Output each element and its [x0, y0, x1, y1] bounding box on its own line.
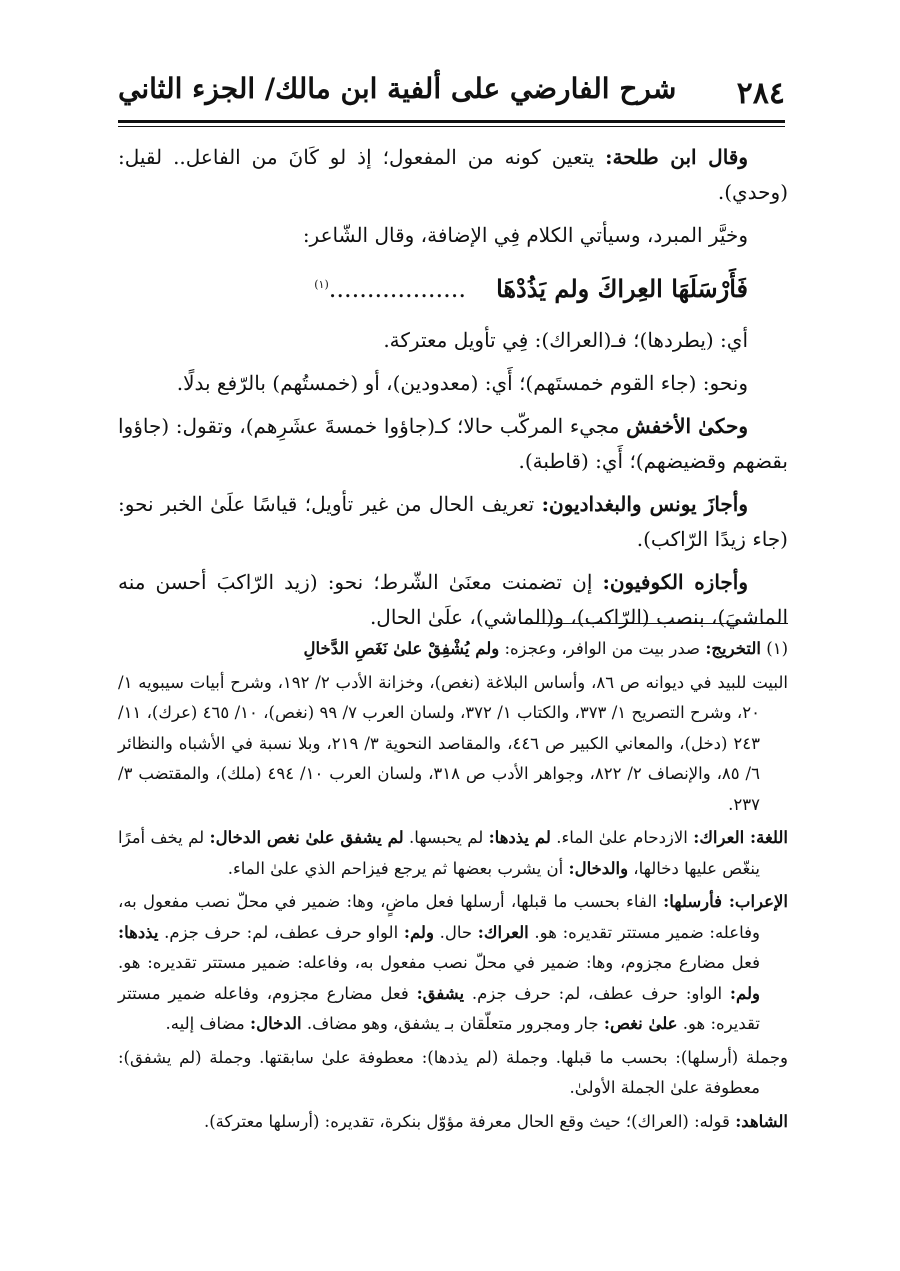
- footnote-text: جار ومجرور متعلّقان بـ يشفق، وهو مضاف.: [301, 1014, 604, 1033]
- footnote-label: لم يذدها:: [488, 828, 551, 847]
- footnote-label: اللغة: العراك:: [693, 828, 788, 847]
- footnote-shahid: [118, 1107, 788, 1138]
- speaker-label: وحكىٰ الأخفش: [626, 414, 748, 438]
- paragraph-ibn-talha: [118, 140, 788, 210]
- verse-ellipsis: ..................: [328, 275, 467, 303]
- paragraph-text: أي: (يطردها)؛ فـ(العراك): فِي تأويل معتركة.: [383, 328, 748, 352]
- paragraph-text: مجيء المركّب حالا؛ كـ(جاؤوا خمسةَ عشَرِهم)، وتقول: (جاؤوا بقضهم وقضيضهم)؛ أَي: (قاطبة).: [118, 414, 788, 473]
- footnote-sources: [118, 668, 788, 821]
- footnote-text: قوله: (العراك)؛ حيث وقع الحال معرفة مؤوّل بنكرة، تقديره: (أرسلها معتركة).: [203, 1111, 736, 1131]
- footnote-text: لم يخف أمرًا ينغّص عليها دخالها،: [118, 828, 760, 878]
- paragraph-text: تعريف الحال من غير تأويل؛ قياسًا علَىٰ الخبر نحو: (جاء زيدًا الرّاكب).: [118, 492, 788, 551]
- footnote-text: الواو حرف عطف، لم: حرف جزم.: [158, 922, 404, 942]
- paragraph-text: إن تضمنت معنَىٰ الشّرط؛ نحو: (زيد الرّاكبَ أحسن منه الماشيَ)، بنصب (الرّاكب)، و(الماشي)، علَىٰ الحال.: [118, 570, 788, 629]
- footnote-irab: [118, 887, 788, 1040]
- footnote-text: الواو: حرف عطف، لم: حرف جزم.: [464, 983, 730, 1003]
- footnote-text: وجملة (أرسلها): بحسب ما قبلها. وجملة (لم يذدها): معطوفة علىٰ سابقتها. وجملة (لم يشفق): معطوفة علىٰ الجملة الأولىٰ.: [118, 1047, 788, 1097]
- footnote-label: يشفق:: [416, 983, 465, 1003]
- speaker-label: وأجازه الكوفيون:: [602, 570, 749, 594]
- footnote-takhrij: [118, 634, 788, 665]
- paragraph-kufiyun: [118, 565, 788, 635]
- footnote-label: الشاهد:: [735, 1111, 788, 1131]
- running-title: شرح الفارضي على ألفية ابن مالك/ الجزء الثاني: [118, 72, 677, 105]
- footnote-label: يذدها:: [118, 922, 159, 942]
- footnote-label: والدخال:: [568, 858, 629, 878]
- paragraph-explanation: [118, 323, 788, 358]
- footnote-label: لم يشفق علىٰ نغص الدخال:: [209, 828, 404, 847]
- footnote-lugha: [118, 823, 788, 884]
- footnote-jumal: [118, 1043, 788, 1104]
- paragraph-akhfash: [118, 409, 788, 479]
- footnote-label: العراك:: [477, 922, 529, 942]
- footnote-label: التخريج:: [705, 639, 761, 658]
- paragraph-example: [118, 366, 788, 401]
- footnote-text: أن يشرب بعضها ثم يرجع فيزاحم الذي علىٰ الماء.: [227, 858, 569, 878]
- footnote-label: الإعراب: فأرسلها:: [663, 892, 788, 911]
- footnote-text: الفاء بحسب ما قبلها، أرسلها فعل ماضٍ، وها: ضمير في محلّ نصب مفعول به، وفاعله: ضمير مستتر تقديره: هو.: [118, 892, 760, 942]
- footnote-marker: (١): [314, 278, 329, 291]
- footnote-text: الازدحام علىٰ الماء.: [550, 828, 694, 847]
- footnote-label: ولم:: [729, 983, 760, 1003]
- footnote-text: فعل مضارع مجزوم، وها: ضمير في محلّ نصب مفعول به، وفاعله: ضمير مستتر تقديره: هو.: [118, 953, 760, 972]
- footnote-label: الدخال:: [249, 1014, 302, 1033]
- footnote-text: صدر بيت من الوافر، وعجزه:: [499, 639, 706, 658]
- footnote-text: لم يحبسها.: [403, 828, 489, 847]
- paragraph-mubarrad: [118, 218, 788, 253]
- paragraph-text: ونحو: (جاء القوم خمستَهم)؛ أَي: (معدودين)، أو (خمستُهم) بالرّفع بدلًا.: [176, 371, 748, 395]
- paragraph-text: وخيَّر المبرد، وسيأتي الكلام فِي الإضافة، وقال الشّاعر:: [302, 223, 748, 247]
- footnote-text: البيت للبيد في ديوانه ص ٨٦، وأساس البلاغة (نغص)، وخزانة الأدب ٢/ ١٩٢، وشرح أبيات سيبويه ١/ ٢٠، وشرح التصريح ١/ ٣٧٣، والكتاب ١/ ٣٧٢، ولسان العرب ٧/ ٩٩ (نغص)، ١٠/ ٤٦٥ (عرك)، ١١/ ٢٤٣ (دخل)، والمعاني الكبير ص ٤٤٦، والمقاصد النحوية ٣/ ٢١٩، وبلا نسبة في الأشباه والنظائر ٦/ ٨٥، والإنصاف ٢/ ٨٢٢، وجواهر الأدب ص ٣١٨، ولسان العرب ١٠/ ٤٩٤ (ملك)، والمقتضب ٣/ ٢٣٧.: [118, 672, 789, 814]
- header-rule-thin: [118, 126, 785, 127]
- verse-text: فَأَرْسَلَهَا العِراكَ ولم يَذُدْهَا: [496, 274, 748, 303]
- footnote-number: (١): [766, 639, 788, 658]
- main-text: [118, 140, 788, 643]
- footnote-text: حال.: [433, 922, 478, 942]
- footnotes: [118, 634, 788, 1140]
- footnote-label: ولم:: [403, 922, 434, 942]
- speaker-label: وقال ابن طلحة:: [605, 145, 749, 169]
- page-number: ٢٨٤: [736, 76, 785, 111]
- footnote-separator: [520, 623, 788, 624]
- page-header: [118, 62, 785, 122]
- poetry-verse: [118, 263, 788, 311]
- speaker-label: وأجازَ يونس والبغداديون:: [541, 492, 749, 516]
- paragraph-text: يتعين كونه من المفعول؛ إذ لو كَانَ من الفاعل.. لقيل: (وحدي).: [118, 145, 788, 204]
- footnote-text: مضاف إليه.: [165, 1014, 250, 1033]
- header-rule-thick: [118, 120, 785, 123]
- verse-second-half: ولم يُشْفِقْ علىٰ نَغَصِ الدَّخالِ: [303, 639, 500, 658]
- paragraph-yunus: [118, 487, 788, 557]
- footnote-text: فعل مضارع مجزوم، وفاعله ضمير مستتر تقديره: هو.: [118, 983, 760, 1033]
- footnote-label: علىٰ نغص:: [603, 1014, 678, 1033]
